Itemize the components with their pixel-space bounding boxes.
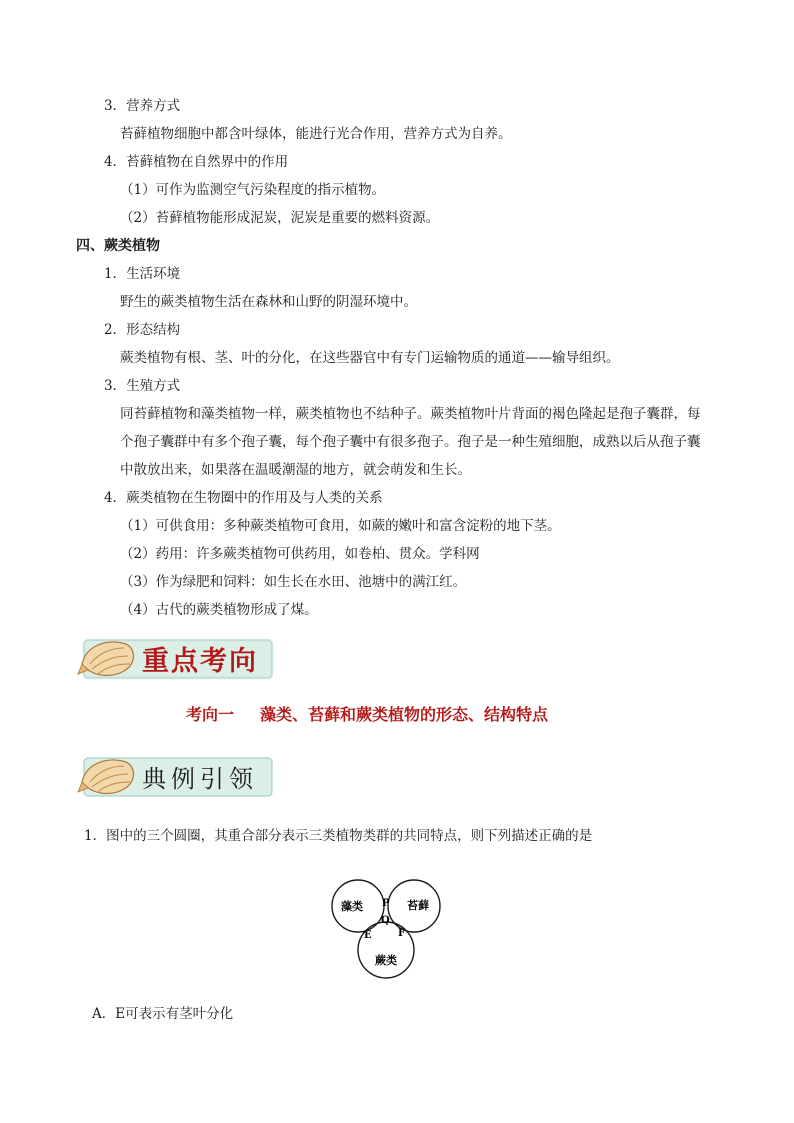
- key-topic-banner-label: 重点考向: [142, 646, 258, 677]
- text-line: 同苔藓植物和藻类植物一样，蕨类植物也不结种子。蕨类植物叶片背面的褐色隆起是孢子囊群，每: [120, 406, 701, 422]
- venn-label-moss: 苔藓: [407, 899, 429, 912]
- option-a: A．E可表示有茎叶分化: [92, 1006, 234, 1022]
- text-line: （1）可供食用：多种蕨类植物可食用，如蕨的嫩叶和富含淀粉的地下茎。: [120, 518, 561, 534]
- text-line: 3．生殖方式: [104, 378, 181, 394]
- text-line: 2．形态结构: [104, 322, 181, 338]
- venn-region-f: F: [398, 928, 406, 939]
- text-line: （4）古代的蕨类植物形成了煤。: [120, 602, 318, 618]
- key-topic-banner: [76, 634, 276, 684]
- text-line: 野生的蕨类植物生活在森林和山野的阴湿环境中。: [120, 294, 417, 310]
- example-banner-label: 典例引领: [142, 765, 258, 793]
- text-line: 3．营养方式: [104, 98, 181, 114]
- topic-subtitle-title: 藻类、苔藓和蕨类植物的形态、结构特点: [260, 705, 549, 724]
- topic-subtitle: [186, 702, 548, 725]
- text-line: 1．生活环境: [104, 266, 181, 282]
- venn-label-algae: 藻类: [341, 900, 363, 913]
- text-line: 蕨类植物有根、茎、叶的分化，在这些器官中有专门运输物质的通道——输导组织。: [120, 350, 620, 366]
- text-line: 苔藓植物细胞中都含叶绿体，能进行光合作用，营养方式为自养。: [120, 126, 512, 142]
- text-line: 个孢子囊群中有多个孢子囊，每个孢子囊中有很多孢子。孢子是一种生殖细胞，成熟以后从孢子囊: [120, 434, 701, 450]
- venn-label-fern: 蕨类: [375, 954, 397, 967]
- text-line: （2）苔藓植物能形成泥炭，泥炭是重要的燃料资源。: [120, 210, 440, 226]
- text-line: （3）作为绿肥和饲料：如生长在水田、池塘中的满江红。: [120, 574, 467, 590]
- text-line: 中散放出来，如果落在温暖潮湿的地方，就会萌发和生长。: [120, 462, 471, 478]
- topic-subtitle-prefix: 考向一: [186, 705, 235, 724]
- section-heading-ferns: 四、蕨类植物: [76, 238, 160, 254]
- example-banner: [76, 752, 276, 802]
- venn-region-p: P: [382, 898, 390, 909]
- text-line: 4．苔藓植物在自然界中的作用: [104, 154, 289, 170]
- venn-diagram: [330, 876, 442, 980]
- text-line: 4．蕨类植物在生物圈中的作用及与人类的关系: [104, 490, 383, 506]
- venn-region-e: E: [364, 930, 372, 941]
- text-line: （1）可作为监测空气污染程度的指示植物。: [120, 182, 386, 198]
- text-line: （2）药用：许多蕨类植物可供药用，如卷柏、贯众。学科网: [120, 546, 480, 562]
- question-text: 1．图中的三个圆圈，其重合部分表示三类植物类群的共同特点，则下列描述正确的是: [84, 828, 593, 844]
- venn-region-q: Q: [381, 915, 390, 926]
